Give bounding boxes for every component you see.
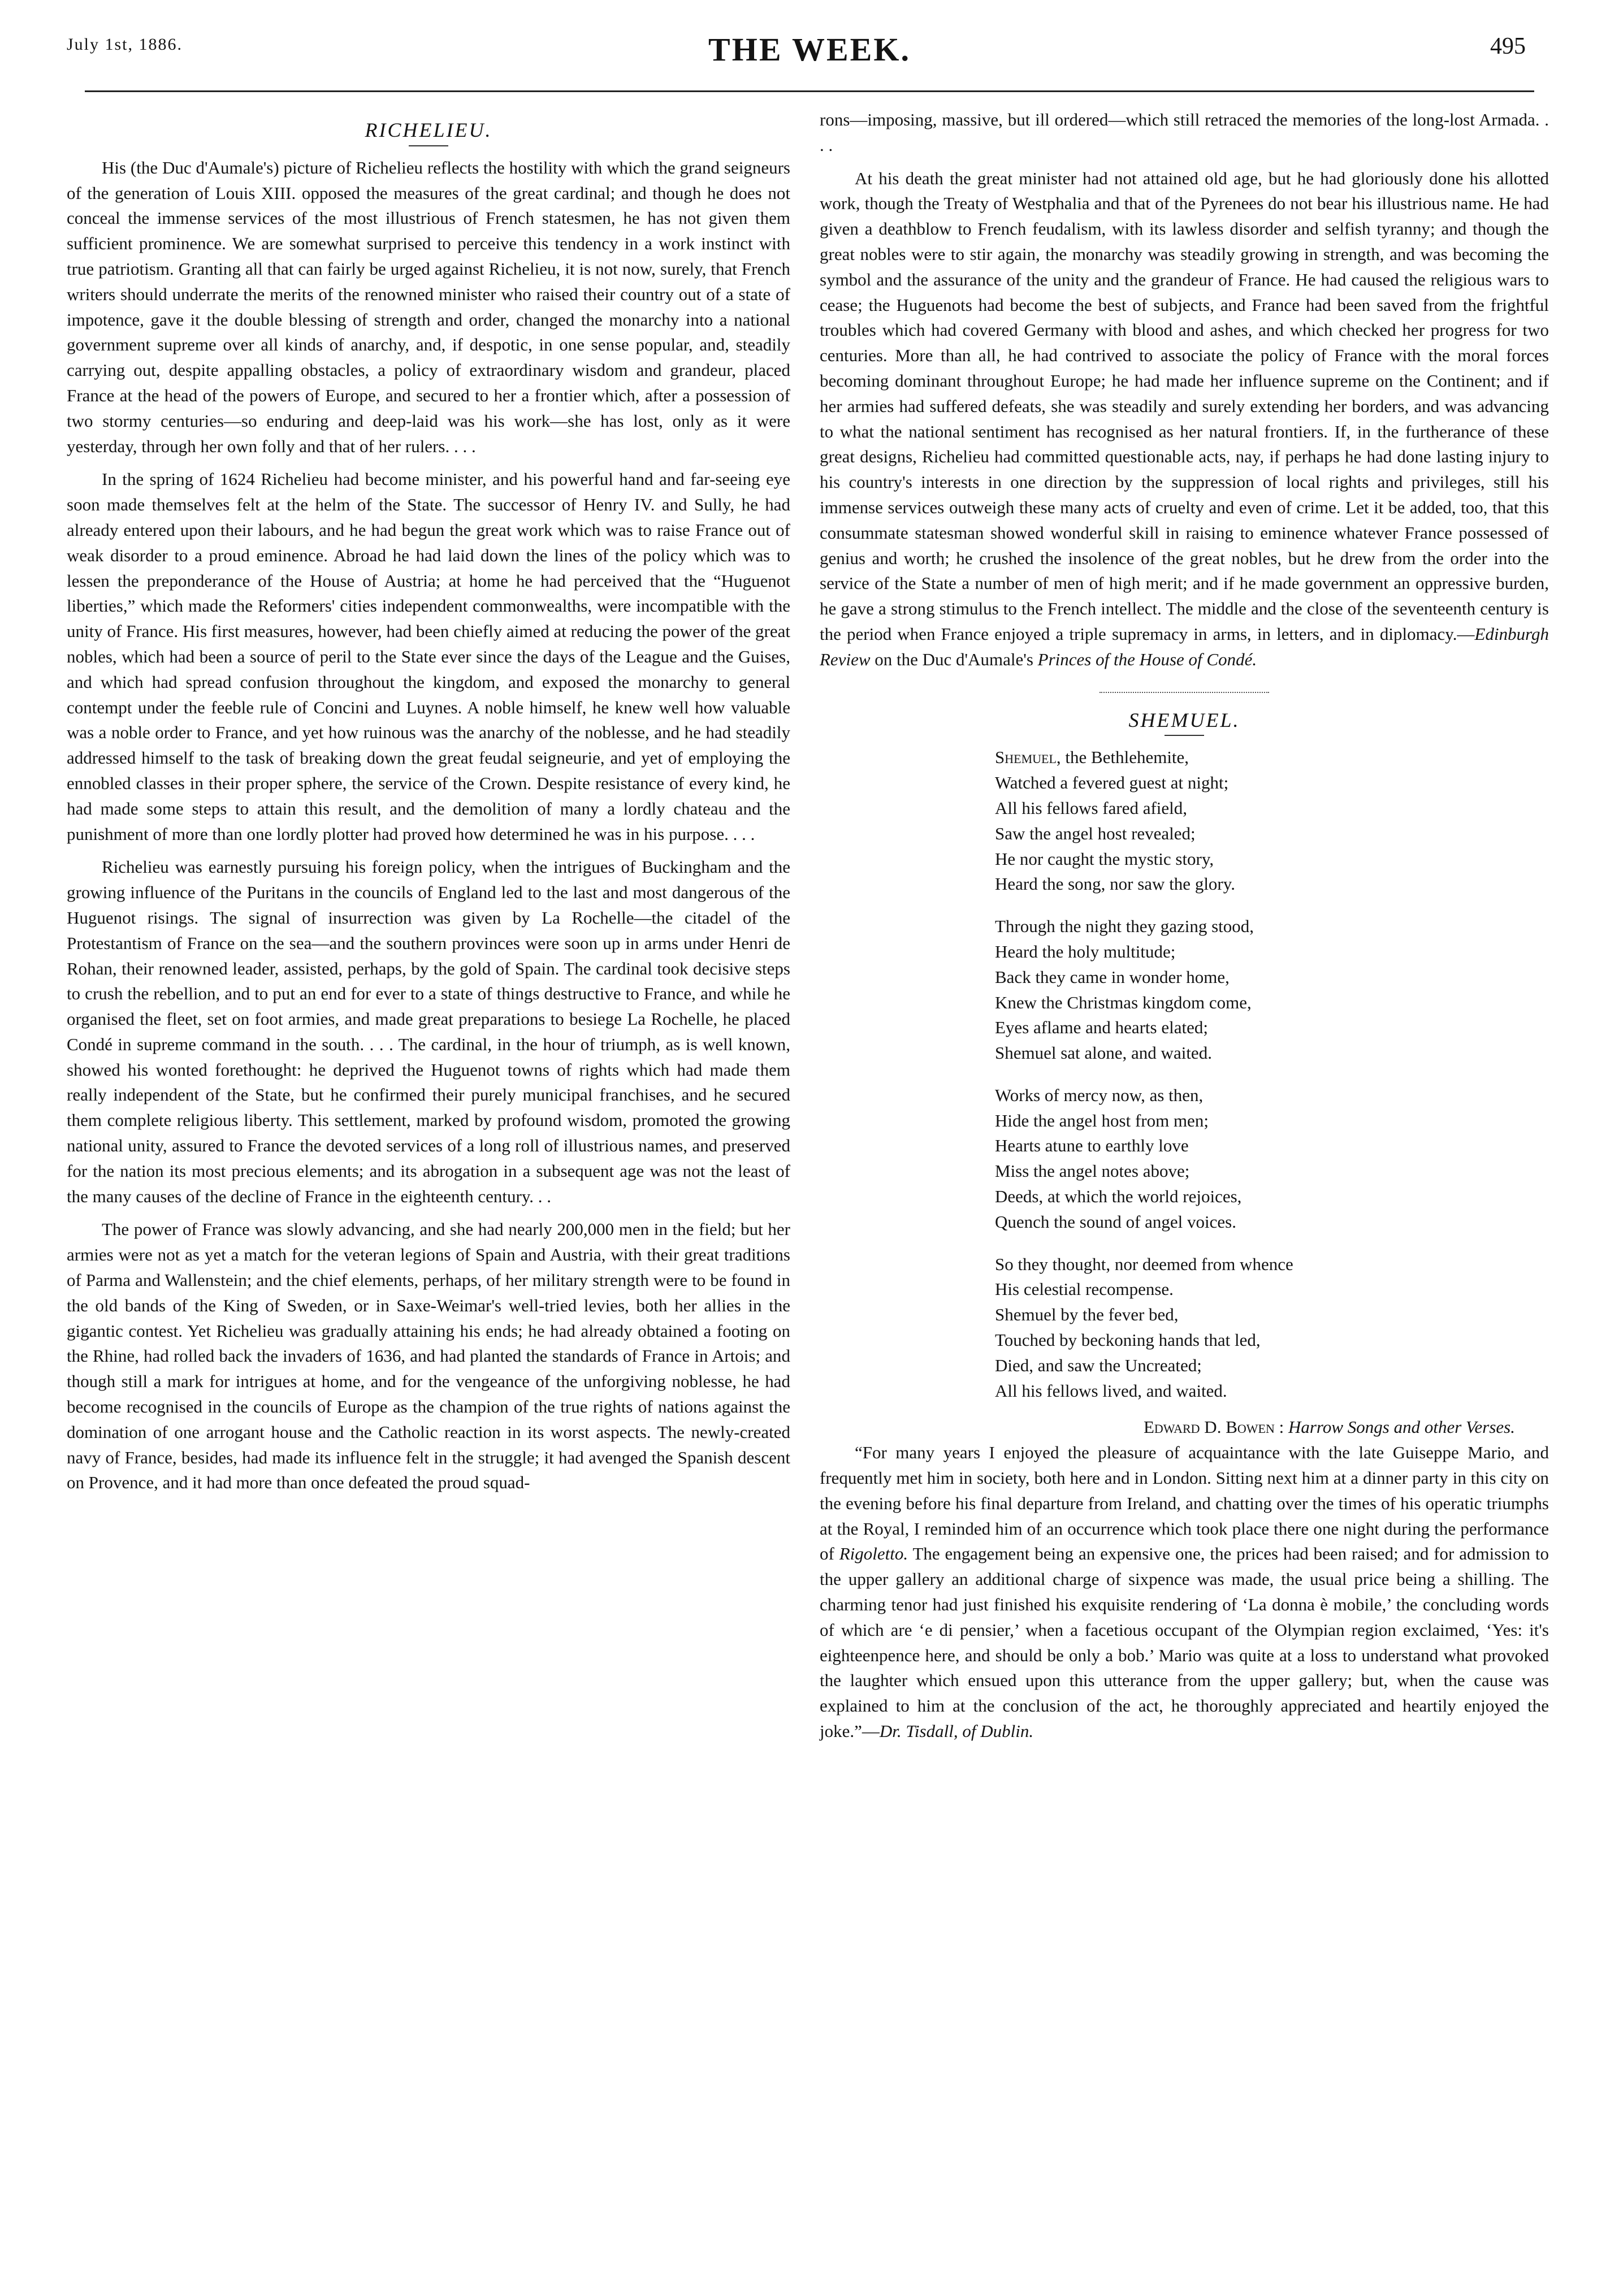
right-column: [820, 107, 1549, 1752]
poem-line: He nor caught the mystic story,: [995, 848, 1214, 869]
poem-line: Back they came in wonder home,: [995, 967, 1230, 987]
poem: [995, 745, 1549, 1403]
poem-stanza: [995, 1252, 1549, 1404]
opera-title: Rigoletto.: [839, 1544, 908, 1564]
anecdote-source: Dr. Tisdall, of Dublin.: [879, 1721, 1034, 1742]
paragraph: [820, 166, 1549, 673]
anecdote-paragraph: [820, 1440, 1549, 1744]
source-text: on the Duc d'Aumale's: [870, 649, 1038, 669]
poem-line: Shemuel sat alone, and waited.: [995, 1043, 1212, 1063]
poem-line: [995, 745, 1549, 770]
poem-line: Works of mercy now, as then,: [995, 1085, 1204, 1105]
paragraph: The power of France was slowly advancing, and she had nearly 200,000 men in the field; but her armies were not as yet a match for the veteran legions of Spain and Austria, with their great traditions of Parma and Wallenstein; and the chief elements, perhaps, of her military strength were to be found in the old bands of the King of Sweden, or in Saxe-Weimar's well-tried levies, both her allies in the gigantic contest. Yet Richelieu was gradually attaining his ends; he had already obtained a footing on the Rhine, had rolled back the invaders of 1636, and had planted the standards of France in Artois; and though still a mark for intrigues at home, and for the vengeance of the unforgiving noblesse, he had become recognised in the councils of Europe as the champion of the true rights of nations against the domination of one arrogant house and the Catholic reaction in its worst aspects. The newly-created navy of France, besides, had made its influence felt in the struggle; it had avenged the Spanish descent on Provence, and it had more than once defeated the proud squad-: [67, 1219, 790, 1493]
poem-line: Heard the song, nor saw the glory.: [995, 874, 1235, 894]
source-book: Princes of the House of Condé.: [1037, 649, 1257, 669]
left-column: [67, 107, 790, 1504]
poem-line: Deeds, at which the world rejoices,: [995, 1186, 1242, 1207]
poem-line: His celestial recompense.: [995, 1279, 1174, 1299]
paragraph-continuation: rons—imposing, massive, but ill ordered—which still retraced the memories of the long-lost Armada. . . .: [820, 110, 1549, 155]
title-rule: [1165, 735, 1204, 736]
source-citation: Edinburgh Review: [820, 623, 1549, 669]
poem-line: Through the night they gazing stood,: [995, 916, 1254, 937]
anecdote-text: The engagement being an expensive one, the prices had been raised; and for admission to the upper gallery an additional charge of sixpence was made, the usual price being a shilling. The charming tenor had just finished his exquisite rendering of ‘La donna è mobile,’ the concluding words of which are ‘e di pensier,’ when a facetious occupant of the Olympian region exclaimed, ‘Yes: it's eighteenpence here, and should be only a bob.’ Mario was quite at a loss to understand what provoked the laughter which ensued upon this utterance from the upper gallery; but, when the cause was explained to him at the conclusion of the act, he thoroughly appreciated and heartily enjoyed the joke.”—: [820, 1544, 1549, 1742]
poem-line: Quench the sound of angel voices.: [995, 1211, 1236, 1232]
poem-stanza: [995, 745, 1549, 897]
poem-line: Died, and saw the Uncreated;: [995, 1355, 1202, 1375]
section-separator: [1099, 692, 1269, 693]
header-rule: [85, 90, 1534, 92]
paragraph-text: At his death the great minister had not attained old age, but he had gloriously done his allotted work, though the Treaty of Westphalia and that of the Pyrenees do not bear his illustrious name. He had given a deathblow to French feudalism, with its lawless disorder and selfish tyranny; and though the great nobles were to stir again, the monarchy was steadily growing in strength, and was becoming the symbol and the assurance of the unity and the grandeur of France. He had caused the religious wars to cease; the Huguenots had become the best of subjects, and France had been saved from the frightful troubles which had covered Germany with blood and ashes, and which checked her progress for two centuries. More than all, he had contrived to associate the policy of France with the moral forces becoming dominant throughout Europe; he had made her influence supreme on the Continent; and if her armies had suffered defeats, she was steadily and surely extending her borders, and was advancing to what the national sentiment has recognised as her natural frontiers. If, in the furtherance of these great designs, Richelieu had committed questionable acts, nay, if perhaps he had done lasting injury to his country's interests in one direction by the suppression of local rights and privileges, still his immense services outweigh these many acts of cruelty and even of crime. Let it be added, too, that this consummate statesman showed wonderful skill in raising to eminence whatever France possessed of genius and worth; he crushed the insolence of the great nobles, but he drew from the order into the service of the State a number of men of high merit; and if he made government an oppressive burden, he gave a strong stimulus to the French intellect. The middle and the close of the seventeenth century is the period when France enjoyed a triple supremacy in arms, in letters, and in diplomacy.—: [820, 168, 1549, 644]
poem-line: Hide the angel host from men;: [995, 1110, 1209, 1130]
page-header: [0, 0, 1619, 99]
poem-title-shemuel: SHEMUEL.: [1128, 708, 1240, 731]
poem-source-book: Harrow Songs and other Verses.: [1288, 1417, 1515, 1437]
paragraph: Richelieu was earnestly pursuing his foreign policy, when the intrigues of Buckingham and the growing influence of the Puritans in the councils of England led to the last and most dangerous of the Huguenot risings. The signal of insurrection was given by La Rochelle—the citadel of the Protestantism of France on the sea—and the southern provinces were soon up in arms under Henri de Rohan, their renowned leader, assisted, perhaps, by the gold of Spain. The cardinal took decisive steps to crush the rebellion, and to put an end for ever to a state of things destructive to France, and while he organised the fleet, set on foot armies, and made great preparations to besiege La Rochelle, he placed Condé in supreme command in the south. . . . The cardinal, in the hour of triumph, as is well known, showed his wonted forethought: he deprived the Huguenot towns of rights which had made them really independent of the State, but he confirmed their purely municipal franchises, and he secured them complete religious liberty. This settlement, marked by profound wisdom, promoted the growing national unity, assured to France the devoted services of a long roll of illustrious names, and preserved for the nation its most precious elements; and its abrogation in a subsequent age was not the least of the many causes of the decline of France in the eighteenth century. . .: [67, 857, 790, 1206]
poem-line: Saw the angel host revealed;: [995, 823, 1196, 843]
article-title-richelieu: RICHELIEU.: [365, 119, 492, 141]
poem-line: Heard the holy multitude;: [995, 941, 1176, 961]
poem-line: Eyes aflame and hearts elated;: [995, 1017, 1208, 1038]
paragraph: His (the Duc d'Aumale's) picture of Richelieu reflects the hostility with which the grand seigneurs of the generation of Louis XIII. opposed the measures of the great cardinal; and though he does not conceal the immense services of the most illustrious of French statesmen, he has not given them sufficient prominence. We are somewhat surprised to perceive this tendency in a work instinct with true patriotism. Granting all that can fairly be urged against Richelieu, it is not now, surely, that French writers should underrate the merits of the renowned minister who raised their country out of a state of impotence, gave it the double blessing of strength and order, changed the monarchy into a national government supreme over all kinds of anarchy, and, if despotic, in one sense popular, and, steadily carrying out, despite appalling obstacles, a policy of extraordinary wisdom and grandeur, placed France at the head of the powers of Europe, and secured to her a frontier which, after a possession of two stormy centuries—so enduring and deep-laid was his work—she has lost, only as it were yesterday, through her own folly and that of her rulers. . . .: [67, 157, 790, 456]
poem-line: All his fellows lived, and waited.: [995, 1380, 1227, 1401]
poem-line: Watched a fevered guest at night;: [995, 773, 1229, 793]
poem-line: So they thought, nor deemed from whence: [995, 1254, 1293, 1274]
masthead-title: THE WEEK.: [708, 31, 911, 68]
title-rule: [409, 145, 448, 146]
paragraph: In the spring of 1624 Richelieu had become minister, and his powerful hand and far-seeing eye soon made themselves felt at the helm of the State. The successor of Henry IV. and Sully, he had already entered upon their labours, and he had begun the great work which was to raise France out of weak disorder to a proud eminence. Abroad he had laid down the lines of the policy which was to lessen the preponderance of the House of Austria; at home he had perceived that the “Huguenot liberties,” which made the Reformers' cities independent commonwealths, were incompatible with the unity of France. His first measures, however, had been chiefly aimed at reducing the power of the great nobles, which had been a source of peril to the State ever since the days of the League and the Guises, and which had spread confusion throughout the kingdom, and exposed the monarchy to general contempt under the feeble rule of Concini and Luynes. A noble himself, he knew well how valuable was a noble order to France, and yet how ruinous was the anarchy of the noblesse, and he had steadily addressed himself to the task of breaking down the great feudal seigneurie, and yet of employing the ennobled classes in their proper sphere, the service of the Crown. Despite resistance of every kind, he had made some steps to attain this result, and the demolition of many a lordly chateau and the punishment of more than one lordly plotter had proved how determined he was in his purpose. . . .: [67, 469, 790, 844]
poem-line: Miss the angel notes above;: [995, 1161, 1190, 1181]
poem-author: Edward D. Bowen: [1143, 1417, 1275, 1437]
poem-line: Touched by beckoning hands that led,: [995, 1330, 1261, 1350]
anecdote-text: “For many years I enjoyed the pleasure of acquaintance with the late Guiseppe Mario, and frequently met him in society, both here and in London. Sitting next him at a dinner party in this city on the evening before his final departure from Ireland, and chatting over the times of his operatic triumphs at the Royal, I reminded him of an occurrence which took place there one night during the performance of: [820, 1442, 1549, 1564]
poem-line: Shemuel by the fever bed,: [995, 1305, 1179, 1325]
page-number: 495: [1490, 33, 1526, 59]
issue-date: July 1st, 1886.: [67, 35, 183, 54]
poem-line: Hearts atune to earthly love: [995, 1136, 1189, 1156]
poem-stanza: [995, 914, 1549, 1066]
poem-stanza: [995, 1083, 1549, 1235]
poem-line-text: , the Bethlehemite,: [1056, 747, 1189, 768]
poem-line: All his fellows fared afield,: [995, 798, 1188, 818]
poem-line: Knew the Christmas kingdom come,: [995, 992, 1252, 1012]
poem-first-word: Shemuel: [995, 747, 1057, 768]
poem-attribution: Edward D. Bowen : Harrow Songs and other Verses.: [1143, 1417, 1515, 1437]
